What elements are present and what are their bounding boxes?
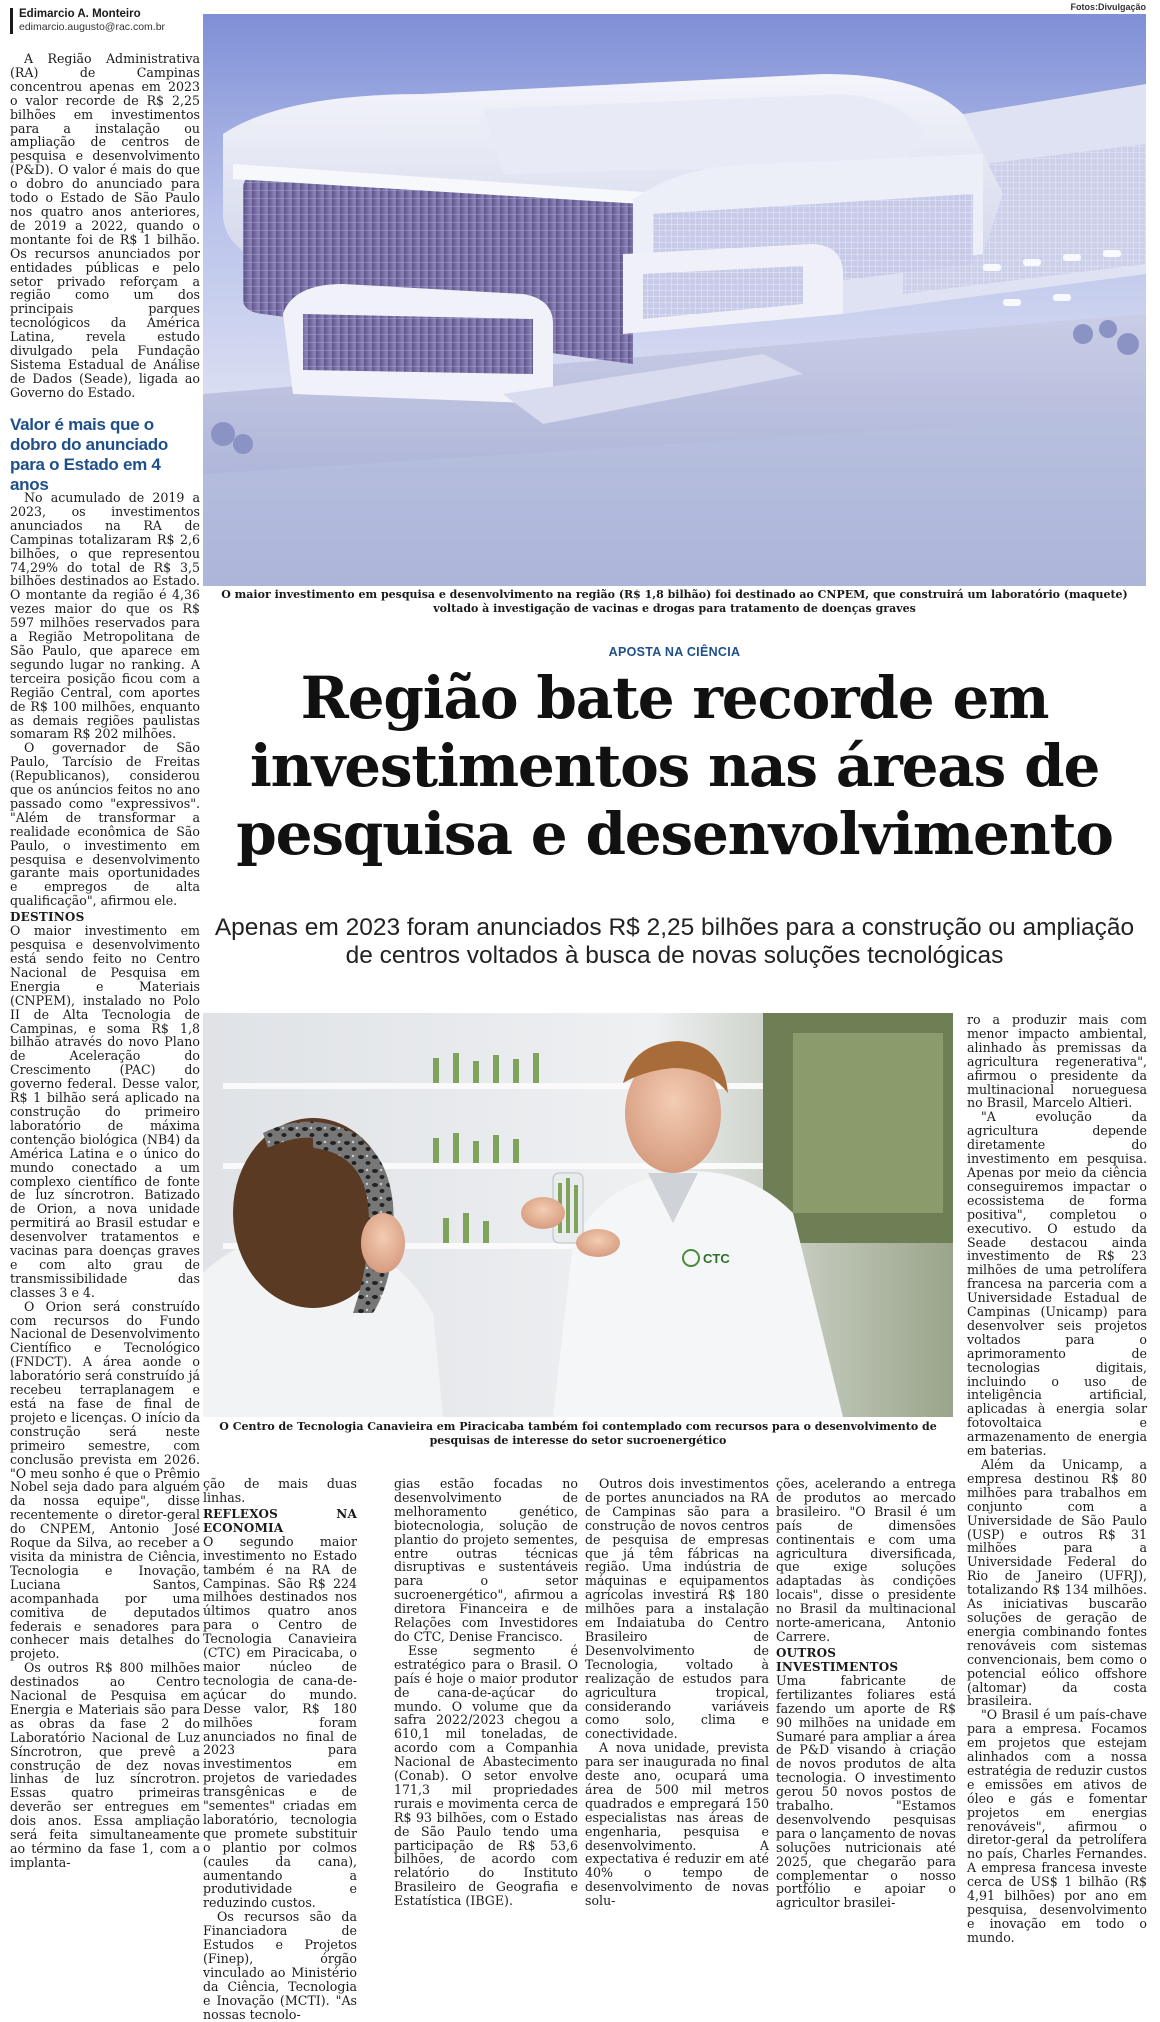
paragraph: "O Brasil é um país-chave para a empresa. Focamos em projetos que estejam alinhados com a nossa estratégia de reduzir custos e emissões em ativos de óleo e gás e fomentar projetos em energias renováveis", afirmou o diretor-geral da petrolífera no país, Charles Fernandes. A empresa francesa investe cerca de US$ 1 bilhão (R$ 4,91 bilhões) por ano em pesquisa, desenvolvimento e inovação em todo o mundo. — [967, 1707, 1147, 1945]
kicker: APOSTA NA CIÊNCIA — [608, 645, 741, 659]
column-1 — [10, 491, 200, 1901]
subheadline: Valor é mais que o dobro do anunciado para o Estado em 4 anos — [10, 415, 168, 494]
column-3 — [394, 1476, 578, 1909]
section-heading-outros: OUTROS INVESTIMENTOS — [776, 1645, 899, 1674]
author-email[interactable]: edimarcio.augusto@rac.com.br — [19, 21, 166, 33]
paragraph: Os outros R$ 800 milhões destinados ao Centro Nacional de Pesquisa em Energia e Materiais são para as obras da fase 2 do Laboratório Nacional de Luz Síncrotron, que prevê a construção de dez novas linhas de luz síncrotron. Essas quatro primeiras deverão ser entregues em dois anos. Essa ampliação será feita simultaneamente ao término da fase 1, com a implanta- — [10, 1660, 200, 1870]
paragraph: ções, acelerando a entrega de produtos ao mercado brasileiro. "O Brasil é um país de dimensões continentais e com uma agricultura diversificada, que exige soluções adaptadas às condições locais", disse o presidente no Brasil da multinacional norte-americana, Antonio Carrere. — [776, 1476, 956, 1644]
paragraph: Outros dois investimentos de portes anunciados na RA de Campinas são para a construção de novos centros de pesquisa de empresas que já têm fábricas na região. Uma indústria de máquinas e equipamentos agrícolas investirá R$ 180 milhões para a instalação em Indaiatuba do Centro Brasileiro de Desenvolvimento de Tecnologia, voltado à realização de estudos para agricultura tropical, considerando variáveis como solo, clima e conectividade. — [585, 1476, 769, 1742]
section-heading-reflexos: REFLEXOS NA ECONOMIA — [203, 1506, 357, 1535]
paragraph: O governador de São Paulo, Tarcísio de Freitas (Republicanos), considerou que os anúncios feitos no ano passado como "expressivos". "Além de transformar a realidade econômica de São Paulo, o investimento em pesquisa e desenvolvimento garante mais oportunidades e empregos de alta qualificação", afirmou ele. — [10, 740, 200, 909]
building-rendering-photo — [203, 14, 1146, 586]
deck: Apenas em 2023 foram anunciados R$ 2,25 bilhões para a construção ou ampliação de centros voltados à busca de novas soluções tecnológicas — [214, 914, 1135, 969]
paragraph: gias estão focadas no desenvolvimento de melhoramento genético, biotecnologia, solução de plantio do projeto sementes, entre outras técnicas disruptivas e sustentáveis para o setor sucroenergético", afirmou a diretora Financeira e de Relações com Investidores do CTC, Denise Francisco. — [394, 1476, 578, 1644]
column-2 — [203, 1476, 357, 2022]
coat-logo-text: CTC — [703, 1251, 730, 1266]
lab-researchers-photo — [203, 1013, 953, 1417]
headline: Região bate recorde em investimentos nas áreas de pesquisa e desenvolvimento — [236, 664, 1113, 868]
paragraph: No acumulado de 2019 a 2023, os investimentos anunciados na RA de Campinas totalizaram R$ 2,6 bilhões, o que representou 74,29% do total de R$ 3,5 bilhões destinados ao Estado. O montante da região é 4,36 vezes maior do que os R$ 597 milhões reservados para a Região Metropolitana de São Paulo, que aparece em segundo lugar no ranking. A terceira posição ficou com a Região Central, com aportes de R$ 100 milhões, enquanto as demais regiões paulistas somaram R$ 202 milhões. — [10, 490, 200, 742]
paragraph: A nova unidade, prevista para ser inaugurada no final deste ano, ocupará uma área de 500 mil metros quadrados e empregará 150 especialistas nas áreas de engenharia, pesquisa e desenvolvimento. A expectativa é reduzir em até 40% o tempo de desenvolvimento de novas solu- — [585, 1740, 769, 1909]
paragraph: Os recursos são da Financiadora de Estudos e Projetos (Finep), órgão vinculado ao Ministério da Ciência, Tecnologia e Inovação (MCTI). "As nossas tecnolo- — [203, 1909, 357, 2022]
paragraph: Uma fabricante de fertilizantes foliares está fazendo um aporte de R$ 90 milhões na unidade em Sumaré para ampliar a área de P&D visando à criação de novos produtos de alta tecnologia. O investimento gerou 50 novos postos de trabalho. "Estamos desenvolvendo pesquisas para o lançamento de novas soluções nutricionais até 2025, que chegarão para complementar o nosso portfólio e apoiar o agricultor brasilei- — [776, 1672, 956, 1911]
column-6 — [967, 1012, 1147, 1945]
paragraph: O segundo maior investimento no Estado também é na RA de Campinas. São R$ 224 milhões destinados nos últimos quatro anos para o Centro de Tecnologia Canavieira (CTC) em Piracicaba, o maior núcleo de tecnologia de cana-de-açúcar do mundo. Desse valor, R$ 180 milhões foram anunciados no final de 2023 para investimentos em projetos de variedades transgênicas e de "sementes" criadas em laboratório, tecnologia que promete substituir o plantio por colmos (caules da cana), aumentando a produtividade e reduzindo custos. — [203, 1533, 357, 1911]
paragraph: ção de mais duas linhas. — [203, 1476, 357, 1505]
section-heading-destinos: DESTINOS — [10, 910, 85, 925]
photo-credit: Fotos:Divulgação — [1070, 2, 1146, 12]
column-1-intro — [10, 52, 200, 410]
paragraph: Esse segmento é estratégico para o Brasil. O país é hoje o maior produtor de cana-de-açúcar do mundo. O volume que da safra 2022/2023 chegou a 610,1 mil toneladas, de acordo com a Companhia Nacional de Abastecimento (Conab). O setor envolve 171,3 mil propriedades rurais e movimenta cerca de R$ 93 bilhões, com o Estado de São Paulo tendo uma participação de R$ 53,6 bilhões, de acordo com relatório do Instituto Brasileiro de Geografia e Estatística (IBGE). — [394, 1642, 578, 1909]
paragraph: Além da Unicamp, a empresa destinou R$ 80 milhões para trabalhos em conjunto com a Universidade de São Paulo (USP) e outros R$ 31 milhões para a Universidade Federal do Rio de Janeiro (UFRJ), totalizando R$ 134 milhões. As iniciativas buscarão soluções de geração de energia combinando fontes renováveis com sistemas convencionais, bem como o potencial eólico offshore (altomar) da costa brasileira. — [967, 1457, 1147, 1709]
column-4 — [585, 1476, 769, 1909]
paragraph: ro a produzir mais com menor impacto ambiental, alinhado às premissas da agricultura regenerativa", afirmou o presidente da multinacional norueguesa no Brasil, Marcelo Altieri. — [967, 1012, 1147, 1111]
byline — [10, 8, 200, 34]
paragraph: O maior investimento em pesquisa e desenvolvimento está sendo feito no Centro Nacional de Pesquisa em Energia e Materiais (CNPEM), instalado no Polo II de Alta Tecnologia de Campinas, e soma R$ 1,8 bilhão através do novo Plano de Aceleração do Crescimento (PAC) do governo federal. Desse valor, R$ 1 bilhão será aplicado na construção do primeiro laboratório de máxima contenção biológica (NB4) da América Latina e o único do mundo conectado a um complexo científico de fonte de luz síncrotron. Batizado de Orion, a nova unidade permitirá ao Brasil estudar e desenvolver tratamentos e vacinas para doenças graves e com alto grau de transmissibilidade das classes 3 e 4. — [10, 923, 200, 1300]
author-name: Edimarcio A. Monteiro — [19, 8, 141, 20]
paragraph: A Região Administrativa (RA) de Campinas concentrou apenas em 2023 o valor recorde de R$ 2,25 bilhões em investimentos para a instalação ou ampliação de centros de pesquisa e desenvolvimento (P&D). O valor é mais do que o dobro do anunciado para todo o Estado de São Paulo nos quatro anos anteriores, de 2019 a 2022, quando o montante foi de R$ 1 bilhão. Os recursos anunciados por entidades públicas e pelo setor privado reforçam a região como um dos principais parques tecnológicos da América Latina, revela estudo divulgado pela Fundação Sistema Estadual de Análise de Dados (Seade), ligada ao Governo do Estado. — [10, 51, 200, 400]
paragraph: O Orion será construído com recursos do Fundo Nacional de Desenvolvimento Científico e Tecnológico (FNDCT). A área aonde o laboratório será construído já recebeu terraplanagem e está na fase de final de projeto e licenças. O início da construção será neste primeiro semestre, com conclusão prevista em 2026. "O meu sonho é que o Prêmio Nobel seja dado para alguém da nossa equipe", disse recentemente o diretor-geral do CNPEM, Antonio José Roque da Silva, ao receber a visita da ministra de Ciência, Tecnologia e Inovação, Luciana Santos, acompanhada por uma comitiva de deputados federais e senadores para conhecer mais detalhes do projeto. — [10, 1298, 200, 1662]
photo-caption: O maior investimento em pesquisa e desenvolvimento na região (R$ 1,8 bilhão) foi destinado ao CNPEM, que construirá um laboratório (maquete) voltado à investigação de vacinas e drogas para tratamento de doenças graves — [221, 588, 1128, 615]
paragraph: "A evolução da agricultura depende diretamente do investimento em pesquisa. Apenas por meio da ciência conseguiremos impactar o ecossistema de forma positiva", completou o executivo. O estudo da Seade destacou ainda investimento de R$ 23 milhões de uma petrolífera francesa na parceria com a Universidade Estadual de Campinas (Unicamp) para desenvolver seis projetos voltados para o aprimoramento de tecnologias digitais, incluindo o uso de inteligência artificial, aplicadas à energia solar fotovoltaica e armazenamento de energia em baterias. — [967, 1109, 1147, 1459]
column-5 — [776, 1476, 956, 1911]
photo-caption: O Centro de Tecnologia Canavieira em Piracicaba também foi contemplado com recursos para o desenvolvimento de pesquisas de interesse do setor sucroenergético — [219, 1420, 937, 1447]
